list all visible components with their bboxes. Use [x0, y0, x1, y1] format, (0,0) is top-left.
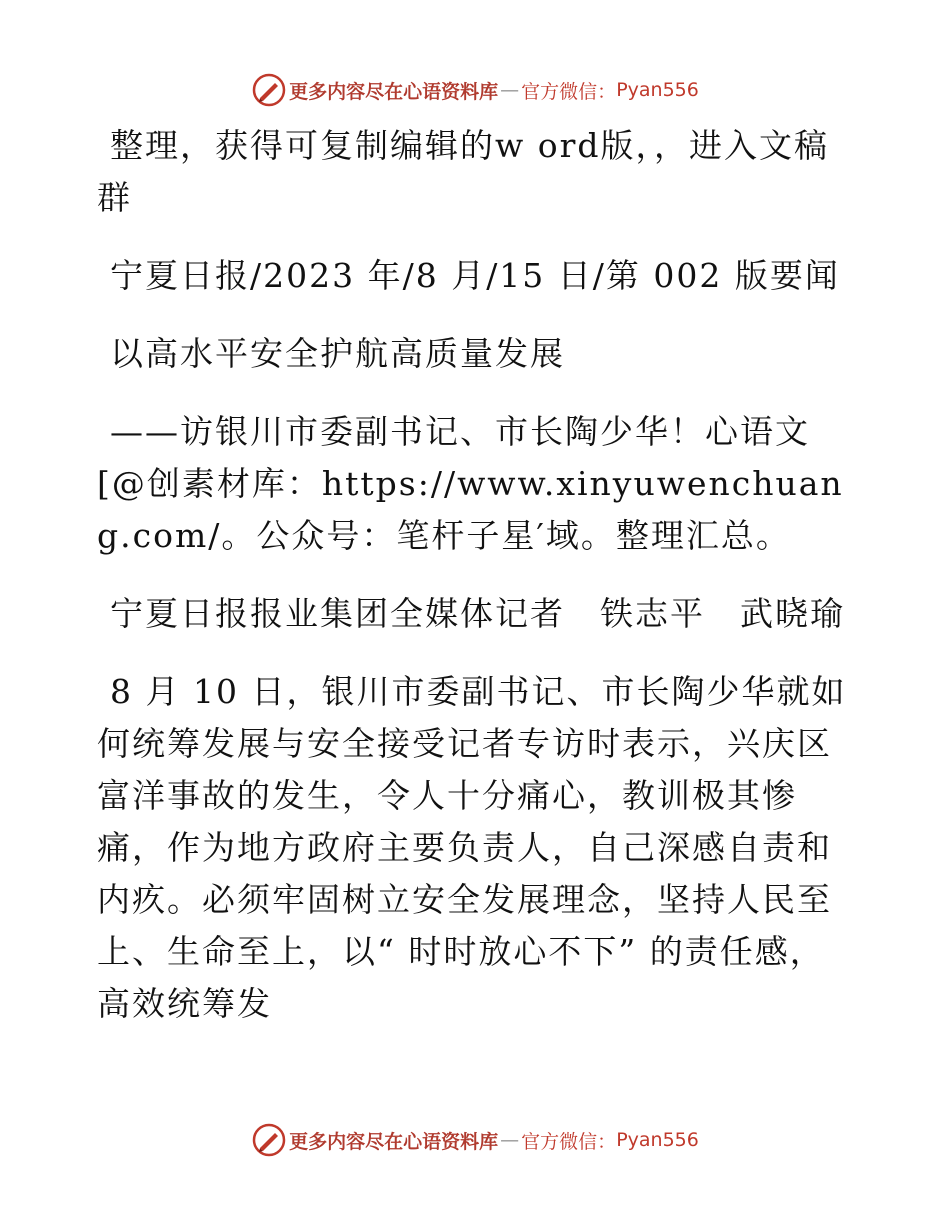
- banner-wechat-label: 官方微信：: [521, 1130, 617, 1153]
- footer-banner: [0, 1120, 950, 1160]
- source-line: 宁夏日报/2023 年/8 月/15 日/第 002 版要闻: [110, 256, 840, 295]
- banner-account: Pyan556: [616, 1129, 699, 1151]
- pen-logo-icon: [251, 72, 287, 108]
- banner-brand: 更多内容尽在心语资料库: [289, 80, 499, 103]
- document-body: [97, 120, 857, 1056]
- banner-separator: —: [500, 1129, 520, 1151]
- pen-logo-icon: [251, 1122, 287, 1158]
- body-paragraph: 8 月 10 日，银川市委副书记、市长陶少华就如何统筹发展与安全接受记者专访时表示，兴庆区富洋事故的发生，令人十分痛心，教训极其惨痛，作为地方政府主要负责人，自己深感自责和内疚。必须牢固树立安全发展理念，坚持人民至上、生命至上，以“ 时时放心不下” 的责任感，高效统筹发: [97, 672, 847, 1023]
- banner-separator: —: [500, 79, 520, 101]
- header-banner: [0, 70, 950, 110]
- intro-line: 整理，获得可复制编辑的w ord版，，进入文稿群: [97, 126, 830, 217]
- subtitle: ——访银川市委副书记、市长陶少华！心语文[@创素材库：https://www.xinyuwenchuang.com/。公众号：笔杆子星′域。整理汇总。: [97, 412, 844, 555]
- banner-wechat-label: 官方微信：: [521, 80, 617, 103]
- banner-brand: 更多内容尽在心语资料库: [289, 1130, 499, 1153]
- byline: 宁夏日报报业集团全媒体记者 铁志平 武晓瑜: [110, 594, 845, 633]
- banner-account: Pyan556: [616, 79, 699, 101]
- headline: 以高水平安全护航高质量发展: [110, 334, 565, 373]
